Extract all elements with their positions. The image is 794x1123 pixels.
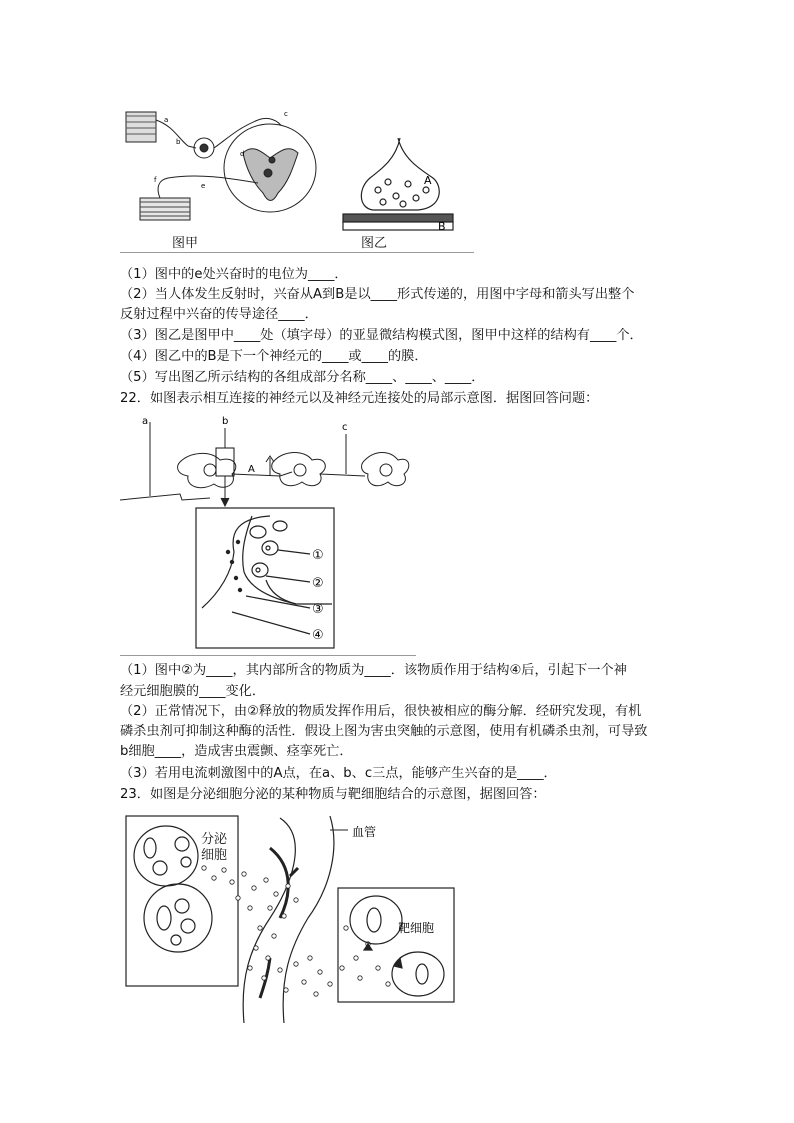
label-n3: ③	[312, 602, 324, 617]
label-c: c	[284, 110, 288, 118]
q22-title: 22．如图表示相互连接的神经元以及神经元连接处的局部示意图．据图回答问题：	[120, 391, 599, 406]
label-a-22: a	[142, 416, 149, 427]
label-secretory-cell: 分泌细胞	[201, 832, 228, 863]
caption-yi: 图乙	[361, 236, 388, 251]
divider-2	[120, 655, 416, 656]
label-A-22: A	[248, 464, 255, 475]
q21-line-4: （3）图乙是图甲中____处（填字母）的亚显微结构模式图，图甲中这样的结构有____个．	[120, 328, 643, 343]
label-n1: ①	[312, 548, 324, 563]
q22-line-2: 经元细胞膜的____变化．	[120, 684, 266, 699]
blood-vessel	[243, 816, 334, 1023]
synapse-diagram	[343, 138, 453, 230]
caption-jia: 图甲	[172, 236, 199, 251]
label-blood-vessel: 血管	[352, 825, 377, 839]
figure-secretion-target	[120, 808, 460, 1028]
figure-neurons-synapse	[120, 412, 420, 652]
q21-line-1: （1）图中的e处兴奋时的电位为____．	[120, 267, 348, 282]
q21-line-6: （5）写出图乙所示结构的各组成部分名称____、____、____．	[120, 370, 485, 385]
q21-line-2: （2）当人体发生反射时，兴奋从A到B是以____形式传递的，用图中字母和箭头写出整个	[120, 287, 635, 302]
label-a: a	[164, 116, 169, 124]
label-c-22: c	[342, 422, 348, 433]
label-n4: ④	[312, 628, 324, 643]
q22-line-1: （1）图中②为____，其内部所含的物质为____．该物质作用于结构④后，引起下一个神	[120, 663, 627, 678]
spinal-cord	[224, 124, 316, 212]
label-d: d	[240, 150, 245, 158]
label-target-cell: 靶细胞	[398, 921, 435, 935]
divider-1	[120, 252, 474, 253]
q21-line-5: （4）图乙中的B是下一个神经元的____或____的膜．	[120, 349, 428, 364]
label-b-22: b	[222, 416, 229, 427]
q22-line-6: （3）若用电流刺激图中的A点，在a、b、c三点，能够产生兴奋的是____．	[120, 766, 557, 781]
label-n2: ②	[312, 576, 324, 591]
label-f: f	[154, 176, 157, 184]
q21-line-3: 反射过程中兴奋的传导途径____．	[120, 307, 318, 322]
effector-muscle	[140, 198, 190, 220]
q22-line-4: 磷杀虫剂可抑制这种酶的活性．假设上图为害虫突触的示意图，使用有机磷杀虫剂，可导致	[120, 724, 648, 739]
q22-line-5: b细胞____，造成害虫震颤、痉挛死亡．	[120, 744, 353, 759]
label-B: B	[438, 220, 446, 233]
label-e: e	[201, 182, 206, 190]
q23-title: 23．如图是分泌细胞分泌的某种物质与靶细胞结合的示意图，据图回答：	[120, 787, 546, 802]
label-b: b	[176, 138, 181, 146]
label-A: A	[424, 174, 432, 187]
q22-line-3: （2）正常情况下，由②释放的物质发挥作用后，很快被相应的酶分解．经研究发现，有机	[120, 704, 642, 719]
